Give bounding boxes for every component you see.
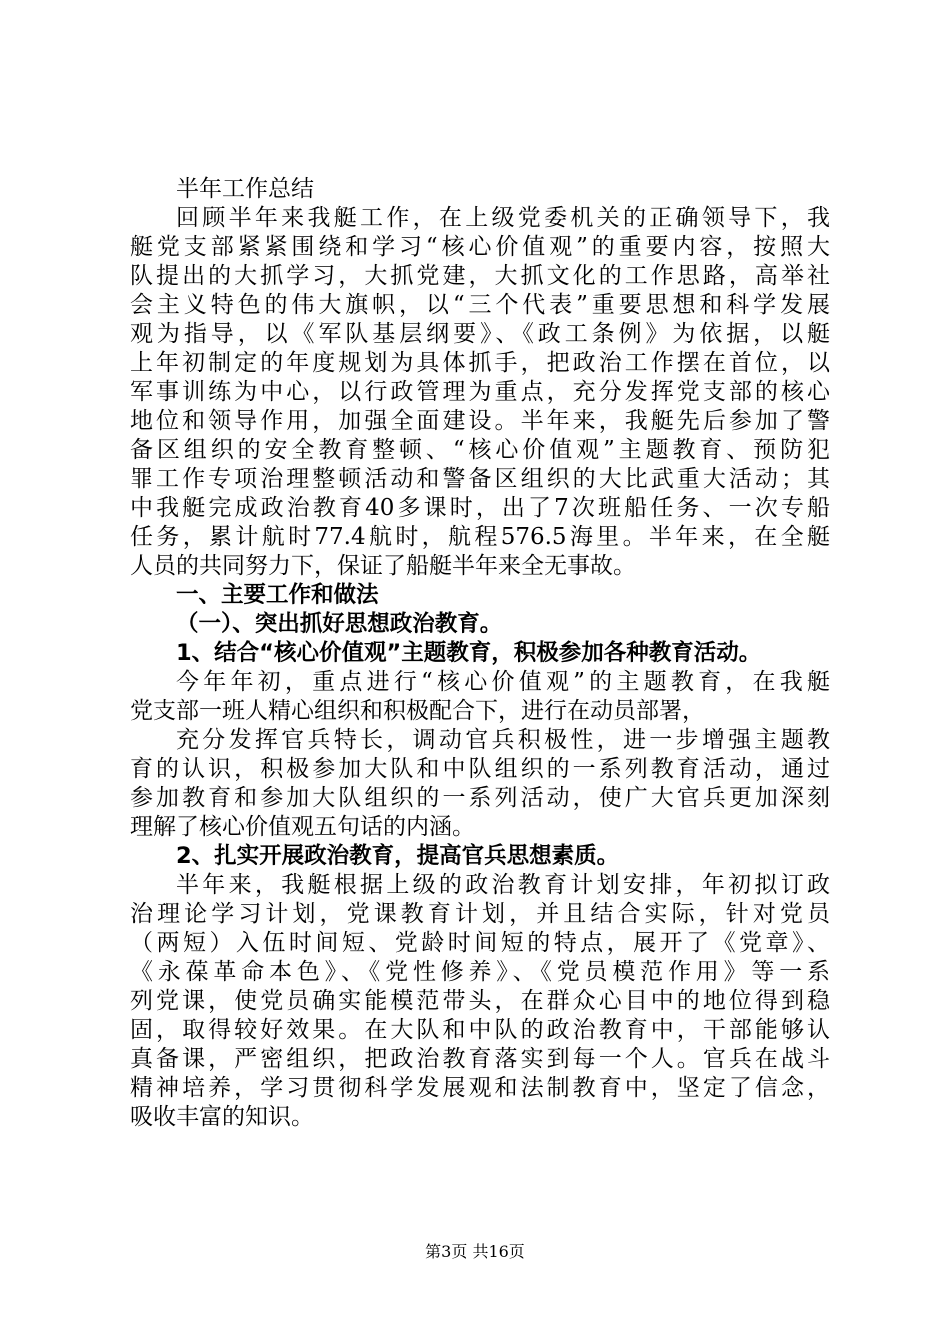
page-number-footer: 第3页 共16页 [425,1242,525,1261]
paragraph-line: 理解了核心价值观五句话的内涵。 [130,814,475,840]
paragraph-line: 参加教育和参加大队组织的一系列活动，使广大官兵更加深刻 [130,785,830,811]
paragraph-line: 吸收丰富的知识。 [130,1104,314,1130]
paragraph-line: 艇党支部紧紧围绕和学习“核心价值观”的重要内容，按照大 [130,234,830,260]
paragraph-line: 《永葆革命本色》、《党性修养》、《党员模范作用》等一系 [130,959,830,985]
paragraph-line: 地位和领导作用，加强全面建设。半年来，我艇先后参加了警 [130,408,830,434]
paragraph-line: 中我艇完成政治教育40多课时，出了7次班船任务、一次专船 [130,495,830,521]
subsection-heading: （一）、突出抓好思想政治教育。 [176,611,503,637]
paragraph-line: 观为指导，以《军队基层纲要》、《政工条例》为依据，以艇 [130,321,830,347]
paragraph-line: （两短）入伍时间短、党龄时间短的特点，展开了《党章》、 [130,930,830,956]
paragraph-line: 固，取得较好效果。在大队和中队的政治教育中，干部能够认 [130,1017,830,1043]
paragraph-line: 列党课，使党员确实能模范带头，在群众心目中的地位得到稳 [130,988,830,1014]
paragraph-line: 上年初制定的年度规划为具体抓手，把政治工作摆在首位，以 [130,350,830,376]
paragraph-line: 半年来，我艇根据上级的政治教育计划安排，年初拟订政 [176,872,830,898]
paragraph-line: 今年年初，重点进行“核心价值观”的主题教育，在我艇 [176,669,830,695]
paragraph-line: 会主义特色的伟大旗帜，以“三个代表”重要思想和科学发展 [130,292,830,318]
paragraph-line: 任务，累计航时77.4航时，航程576.5海里。半年来，在全艇 [130,524,830,550]
paragraph-line: 备区组织的安全教育整顿、“核心价值观”主题教育、预防犯 [130,437,830,463]
paragraph-line: 充分发挥官兵特长，调动官兵积极性，进一步增强主题教 [176,727,830,753]
paragraph-line: 治理论学习计划，党课教育计划，并且结合实际，针对党员 [130,901,830,927]
paragraph-line: 罪工作专项治理整顿活动和警备区组织的大比武重大活动；其 [130,466,830,492]
paragraph-line: 人员的共同努力下，保证了船艇半年来全无事故。 [130,553,636,579]
paragraph-line: 真备课，严密组织，把政治教育落实到每一个人。官兵在战斗 [130,1046,830,1072]
paragraph-line: 精神培养，学习贯彻科学发展观和法制教育中，坚定了信念， [130,1075,830,1101]
paragraph-line: 队提出的大抓学习，大抓党建，大抓文化的工作思路，高举社 [130,263,830,289]
paragraph-line: 回顾半年来我艇工作，在上级党委机关的正确领导下，我 [176,205,830,231]
paragraph-line: 军事训练为中心，以行政管理为重点，充分发挥党支部的核心 [130,379,830,405]
document-body [130,175,830,1132]
item-heading: 1、结合“核心价值观”主题教育，积极参加各种教育活动。 [176,640,762,666]
paragraph-line: 育的认识，积极参加大队和中队组织的一系列教育活动，通过 [130,756,830,782]
item-heading: 2、扎实开展政治教育，提高官兵思想素质。 [176,843,620,869]
document-title: 半年工作总结 [176,176,314,202]
paragraph-line: 党支部一班人精心组织和积极配合下，进行在动员部署， [130,698,705,724]
section-heading: 一、主要工作和做法 [176,582,379,608]
